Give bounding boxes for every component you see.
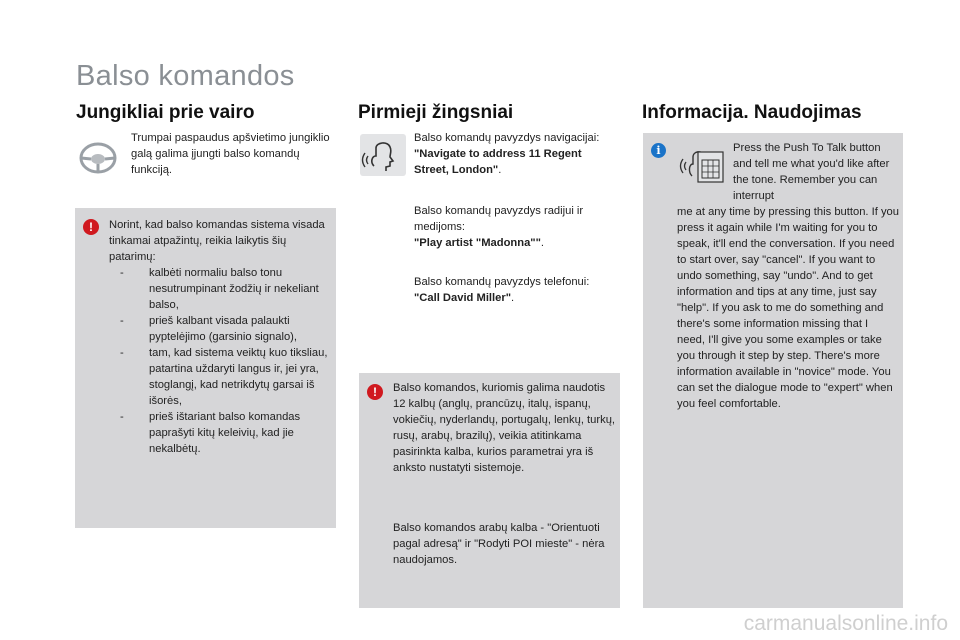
arabic-note: Balso komandos arabų kalba - "Orientuoti pagal adresą" ir "Rodyti POI mieste" - nėra naudojamos. — [393, 522, 605, 566]
steering-wheel-icon — [76, 134, 120, 178]
example-navigation-label: Balso komandų pavyzdys navigacijai: — [414, 132, 600, 144]
tips-list — [109, 265, 333, 457]
example-radio-label: Balso komandų pavyzdys radijui ir medijoms: — [414, 205, 584, 233]
warning-box-languages — [359, 373, 620, 608]
list-item: - tam, kad sistema veiktų kuo tiksliau, patartina uždaryti langus ir, jei yra, stoglangį, kad netrikdytų garsai iš išorės, — [109, 345, 333, 409]
section-heading-steering-switches: Jungikliai prie vairo — [76, 102, 255, 123]
warning-icon: ! — [367, 384, 383, 400]
voice-command-icon — [360, 134, 406, 176]
period: . — [540, 237, 545, 249]
warning-lead: Norint, kad balso komandas sistema visada tinkamai atpažintų, reikia laikytis šių patarimų: — [109, 219, 325, 263]
example-radio — [414, 203, 614, 251]
example-radio-command: "Play artist "Madonna"" — [414, 237, 541, 249]
example-phone-command: "Call David Miller" — [414, 292, 512, 304]
example-navigation — [414, 130, 614, 178]
example-navigation-command: "Navigate to address 11 Regent Street, London" — [414, 148, 582, 176]
voice-screen-icon — [676, 142, 726, 190]
page-title: Balso komandos — [76, 60, 295, 92]
languages-text: Balso komandos, kuriomis galima naudotis 12 kalbų (anglų, prancūzų, italų, ispanų, vokiečių, nyderlandų, portugalų, lenkų, turkų, rusų, arabų, brazilų), veikia atitinkama pasirinkta kalba, kurios parametrai yra iš anksto nustatyti sistemoje. — [393, 382, 616, 474]
warning-box-recognition — [75, 208, 336, 528]
info-box-usage — [643, 133, 903, 608]
steering-switch-intro: Trumpai paspaudus apšvietimo jungiklio galą galima įjungti balso komandų funkciją. — [131, 132, 330, 176]
period: . — [498, 164, 502, 176]
section-heading-information: Informacija. Naudojimas — [642, 102, 862, 123]
list-item: - prieš kalbant visada palaukti pyptelėjimo (garsinio signalo), — [109, 313, 333, 345]
example-phone — [414, 274, 614, 306]
section-heading-first-steps: Pirmieji žingsniai — [358, 102, 514, 123]
info-text-top: Press the Push To Talk button and tell me what you'd like after the tone. Remember you can interrupt — [733, 142, 890, 202]
list-item: - kalbėti normaliu balso tonu nesutrumpinant žodžių ir nekeliant balso, — [109, 265, 333, 313]
watermark: carmanualsonline.info — [743, 612, 948, 635]
warning-icon: ! — [83, 219, 99, 235]
list-item: - prieš ištariant balso komandas paprašyti kitų keleivių, kad jie nekalbėtų. — [109, 409, 333, 457]
period: . — [511, 292, 515, 304]
info-text-rest: me at any time by pressing this button. If you press it again while I'm waiting for you to speak, it'll end the conversation. If you need to start over, say "cancel". If you want to undo something, say "undo". And to get information and tips at any time, just say "help". If you ask to me do something and there's some information missing that I need, I'll give you some examples or take you through it step by step. There's more information available in "novice" mode. You can set the dialogue mode to "expert" when you feel comfortable. — [677, 206, 899, 410]
info-icon: i — [651, 143, 666, 158]
example-phone-label: Balso komandų pavyzdys telefonui: — [414, 276, 590, 288]
